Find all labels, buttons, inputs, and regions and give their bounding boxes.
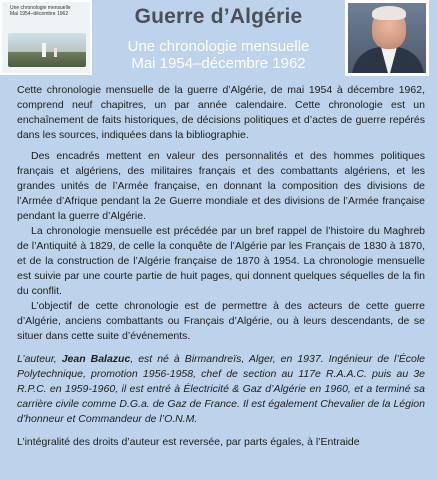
paragraph-intro: Cette chronologie mensuelle de la guerre d’Algérie, de mai 1954 à décembre 1962, comprend neuf chapitres, un par année calendaire. Cette chronologie est un enchaînement de faits historiques, de décisions politiques et d’actes de guerre repérés dans les sources, indiquées dans la bibliographie.	[17, 84, 425, 141]
author-bio-rest: , est né à Birmandreïs, Alger, en 1937. Ingénieur de l’École Polytechnique, promotion 1956-1958, chef de section au 117e R.A.A.C. puis au 3e R.P.C. en 1959-1960, il est entré à Électricité & Gaz d’Algérie en 1960, et a terminé sa carrière civile comme D.G.a. de Gaz de France. Il est également Chevalier de la Légion d’honneur et Commandeur de l’O.N.M.	[17, 353, 425, 425]
author-prefix: L’auteur,	[17, 353, 62, 365]
portrait-hair	[372, 6, 406, 20]
cover-thumbnail-image	[0, 0, 92, 75]
subtitle-line-1: Une chronologie mensuelle	[127, 38, 310, 55]
subtitle-line-2: Mai 1954–décembre 1962	[131, 55, 306, 72]
book-title: Guerre d’Algérie	[134, 5, 303, 28]
minaret-shape	[42, 43, 46, 57]
paragraph-encadres: Des encadrés mettent en valeur des personnalités et des hommes politiques français et algériens, des militaires français et des combattants algériens, et les grandes unités de l’Armée française, en donnant la composition des divisions de l’Armée d’Afrique pendant la 2e Guerre mondiale et des divisions de l’Armée française pendant la guerre d’Algérie.	[17, 150, 425, 222]
blurb-text	[17, 83, 425, 456]
paragraph-droits: L’intégralité des droits d’auteur est reversée, par parts égales, à l’Entraide	[17, 436, 360, 448]
author-portrait-photo	[345, 0, 429, 76]
building-shape	[54, 48, 57, 57]
book-subtitle	[92, 38, 345, 72]
paragraph-author-bio	[17, 352, 425, 427]
paragraph-objectif: L’objectif de cette chronologie est de permettre à des acteurs de cette guerre d’Algérie, anciens combattants ou Français d’Algérie, ou à leurs descendants, de se situer dans cette suite d’événements.	[17, 300, 425, 342]
author-name: Jean Balazuc	[61, 353, 131, 365]
cover-landscape-photo	[8, 33, 86, 67]
paragraph-rappel: La chronologie mensuelle est précédée par un bref rappel de l’histoire du Maghreb de l’Antiquité à 1829, de celle la conquête de l’Algérie par les Français de 1830 à 1870, et de la construction de l’Algérie française de 1870 à 1954. La chronologie mensuelle est suivie par une courte partie de huit pages, qui donnent quelques séquelles de la fin du conflit.	[17, 225, 425, 297]
cover-thumbnail-text: Une chronologie mensuelle Mai 1954–décembre 1962	[10, 5, 71, 17]
